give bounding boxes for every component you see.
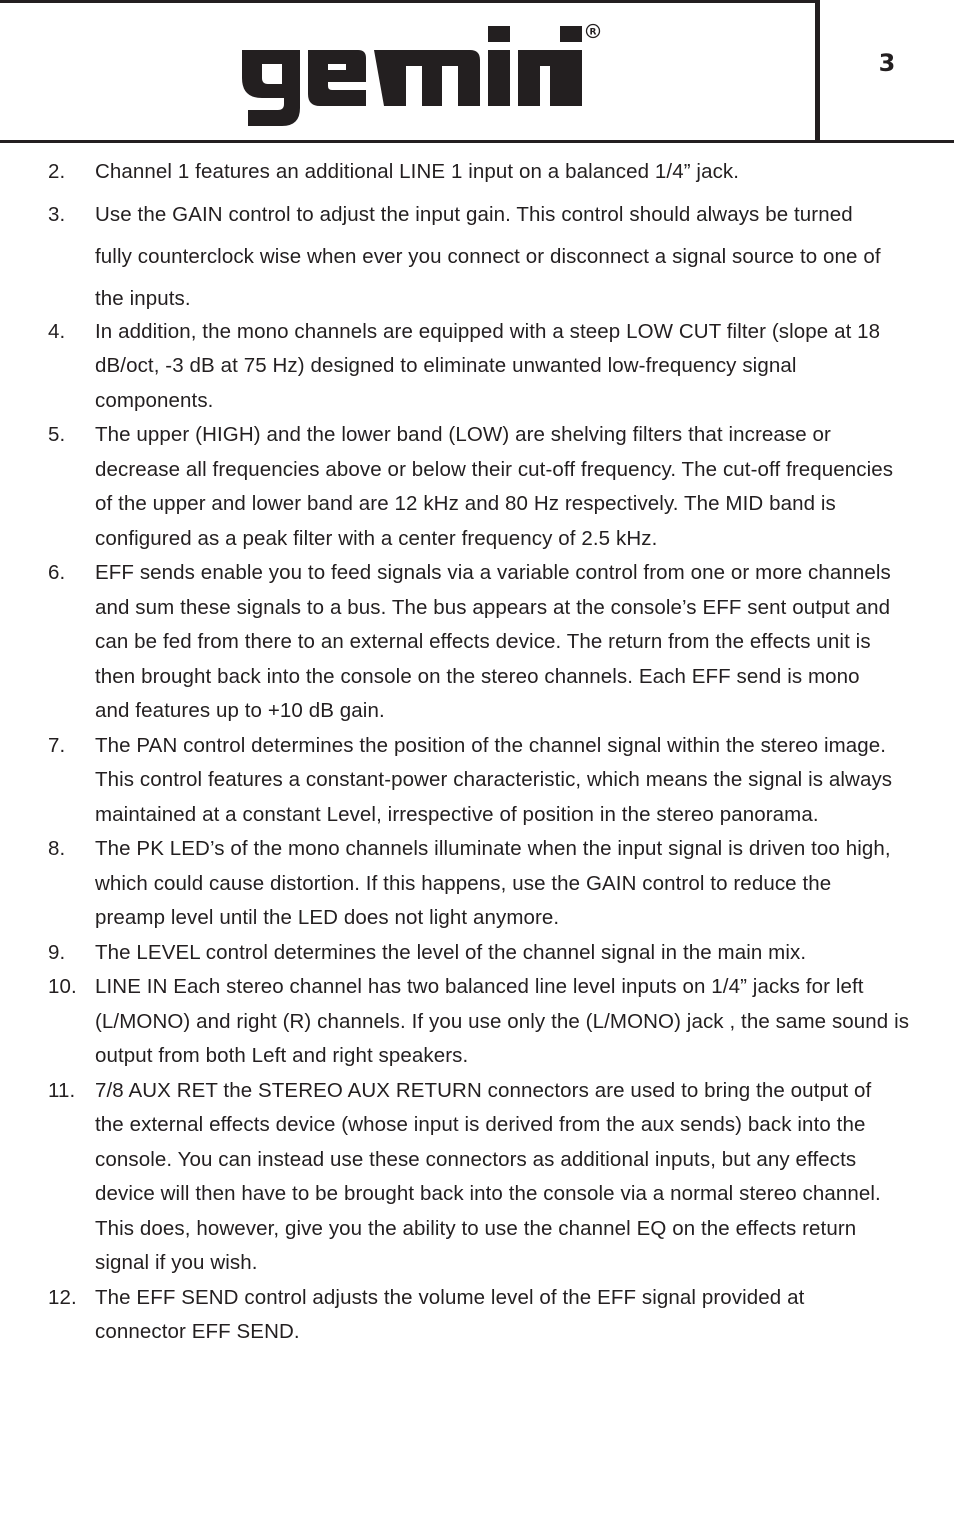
list-item-text: LINE IN Each stereo channel has two balanced line level inputs on 1/4” jacks for left (L/MONO) and right (R) channels. If you use only the (L/MONO) jack , the same sound is output from both Left and right speakers. <box>95 975 910 1067</box>
list-item-number: 8. <box>48 837 66 860</box>
list-item <box>0 155 954 190</box>
list-item <box>0 556 954 729</box>
list-item-text: The PK LED’s of the mono channels illuminate when the input signal is driven too high, which could cause distortion. If this happens, use the GAIN control to reduce the preamp level until the LED does not light anymore. <box>95 837 891 929</box>
list-item-text: EFF sends enable you to feed signals via a variable control from one or more channels and sum these signals to a bus. The bus appears at the console’s EFF sent output and can be fed from there to an external effects device. The return from the effects unit is then brought back into the console on the stereo channels. Each EFF send is mono and features up to +10 dB gain. <box>95 561 891 722</box>
list-item-number: 10. <box>48 975 77 998</box>
page-number: 3 <box>878 49 896 77</box>
list-item-number: 7. <box>48 733 66 757</box>
list-item <box>0 1281 954 1350</box>
list-item-text: The PAN control determines the position of the channel signal within the stereo image. This control features a constant-power characteristic, which means the signal is always maintained at a constant Level, irrespective of position in the stereo panorama. <box>95 733 893 826</box>
list-item-number: 11. <box>48 1078 76 1102</box>
list-item <box>0 315 954 419</box>
list-item-text: The EFF SEND control adjusts the volume level of the EFF signal provided at connector EFF SEND. <box>95 1285 805 1343</box>
list-item <box>0 832 954 936</box>
list-item-number: 12. <box>48 1285 77 1309</box>
list-item-text: Channel 1 features an additional LINE 1 input on a balanced 1/4” jack. <box>95 160 740 183</box>
list-item-text: In addition, the mono channels are equipped with a steep LOW CUT filter (slope at 18 dB/oct, -3 dB at 75 Hz) designed to eliminate unwanted low-frequency signal components. <box>95 319 881 412</box>
list-item <box>0 729 954 833</box>
header-bottom-rule <box>0 140 954 143</box>
list-item-number: 9. <box>48 940 66 964</box>
page-header <box>0 0 954 142</box>
list-item-number: 3. <box>48 202 66 226</box>
list-item-number: 2. <box>48 160 66 183</box>
list-item-number: 4. <box>48 319 66 343</box>
gemini-logo <box>240 20 605 132</box>
list-item <box>0 194 954 320</box>
svg-text:R: R <box>589 27 597 38</box>
list-item <box>0 936 954 971</box>
list-item-text: Use the GAIN control to adjust the input gain. This control should always be turned fully counterclock wise when ever you connect or disconnect a signal source to one of the inputs. <box>95 202 881 310</box>
list-item-number: 6. <box>48 561 66 584</box>
list-item-text: The LEVEL control determines the level of the channel signal in the main mix. <box>95 940 807 964</box>
header-top-rule <box>0 0 817 3</box>
list-item-number: 5. <box>48 423 66 446</box>
list-item <box>0 418 954 556</box>
list-item <box>0 970 954 1074</box>
list-item <box>0 1074 954 1281</box>
list-item-text: The upper (HIGH) and the lower band (LOW) are shelving filters that increase or decrease all frequencies above or below their cut-off frequency. The cut-off frequencies of the upper and lower band are 12 kHz and 80 Hz respectively. The MID band is configured as a peak filter with a center frequency of 2.5 kHz. <box>95 423 894 550</box>
list-item-text: 7/8 AUX RET the STEREO AUX RETURN connectors are used to bring the output of the external effects device (whose input is derived from the aux sends) back into the console. You can instead use these connectors as additional inputs, but any effects device will then have to be brought back into the console via a normal stereo channel. This does, however, give you the ability to use the channel EQ on the effects return signal if you wish. <box>95 1078 881 1274</box>
numbered-list <box>0 155 954 1350</box>
